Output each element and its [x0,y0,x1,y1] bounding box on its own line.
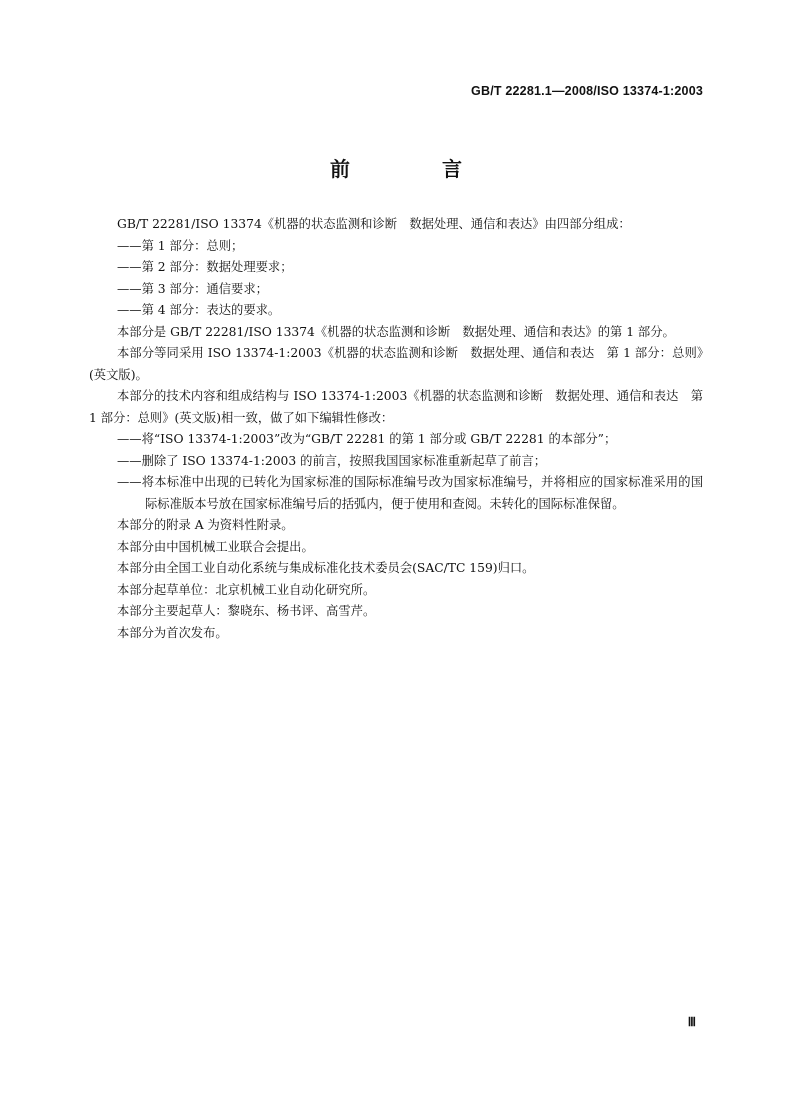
part-list-item-4: ——第 4 部分：表达的要求。 [117,303,281,317]
adoption-paragraph: 本部分等同采用 ISO 13374-1:2003《机器的状态监测和诊断 数据处理、通信和表达 第 1 部分：总则》(英文版)。 [89,346,703,382]
committee-paragraph: 本部分由全国工业自动化系统与集成标准化技术委员会(SAC/TC 159)归口。 [117,561,535,575]
edit-list-item-2: ——删除了 ISO 13374-1:2003 的前言，按照我国国家标准重新起草了前言； [117,453,547,468]
intro-paragraph: GB/T 22281/ISO 13374《机器的状态监测和诊断 数据处理、通信和表达》由四部分组成： [117,217,631,231]
page-number: Ⅲ [687,1015,696,1029]
annex-paragraph: 本部分的附录 A 为资料性附录。 [117,518,294,532]
edit-list-item-1: ——将“ISO 13374-1:2003”改为“GB/T 22281 的第 1 部分或 GB/T 22281 的本部分”； [117,432,617,446]
first-issue-paragraph: 本部分为首次发布。 [117,625,228,640]
technical-content-paragraph: 本部分的技术内容和组成结构与 ISO 13374-1:2003《机器的状态监测和诊断 数据处理、通信和表达 第 1 部分：总则》(英文版)相一致，做了如下编辑性修改： [89,389,703,425]
standard-code-header: GB/T 22281.1—2008/ISO 13374-1:2003 [471,84,703,98]
part-list-item-2: ——第 2 部分：数据处理要求； [117,260,293,274]
page-title: 前 言 [330,159,498,181]
foreword-body [89,214,703,644]
drafting-unit-paragraph: 本部分起草单位：北京机械工业自动化研究所。 [117,582,376,597]
proposer-paragraph: 本部分由中国机械工业联合会提出。 [117,539,314,554]
part-list-item-3: ——第 3 部分：通信要求； [117,281,268,296]
part-statement-paragraph: 本部分是 GB/T 22281/ISO 13374《机器的状态监测和诊断 数据处理、通信和表达》的第 1 部分。 [117,324,675,339]
part-list-item-1: ——第 1 部分：总则； [117,238,244,253]
drafters-paragraph: 本部分主要起草人：黎晓东、杨书评、高雪芹。 [117,604,376,618]
edit-list-item-3: ——将本标准中出现的已转化为国家标准的国际标准编号改为国家标准编号，并将相应的国家标准采用的国际标准版本号放在国家标准编号后的括弧内，便于使用和查阅。未转化的国际标准保留。 [117,475,703,511]
